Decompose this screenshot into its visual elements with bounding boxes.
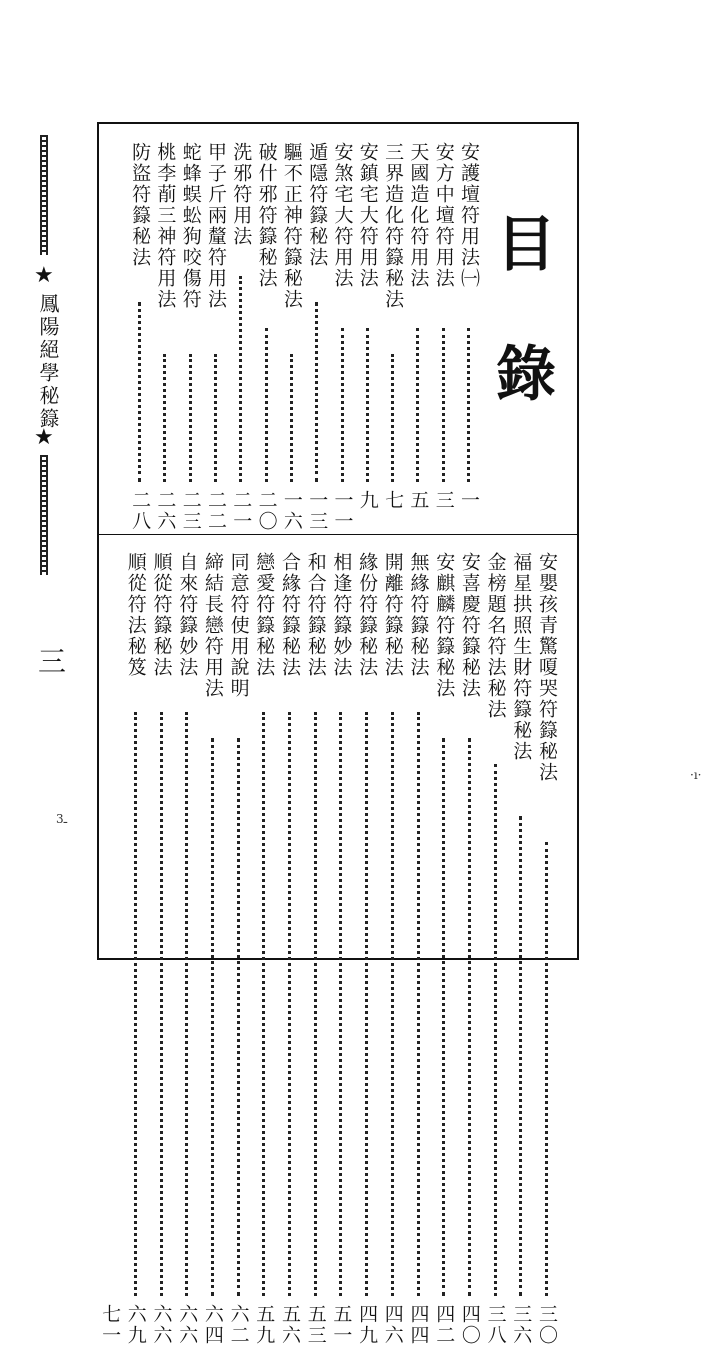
- toc-entry[interactable]: [98, 552, 122, 1346]
- toc-entry[interactable]: [432, 142, 456, 522]
- entry-page-number: 六六: [176, 1304, 199, 1346]
- toc-entry[interactable]: [458, 552, 482, 1346]
- entry-title: 緣份符籙秘法: [356, 552, 379, 678]
- entry-page-number: 三六: [510, 1304, 533, 1346]
- toc-frame: [97, 122, 579, 1346]
- entry-title: 締結長戀符用法: [201, 552, 224, 699]
- toc-entry[interactable]: [255, 142, 279, 532]
- toc-entry[interactable]: [535, 552, 559, 1346]
- decorative-rule-bottom: [40, 455, 48, 575]
- entry-page-number: 二二: [205, 490, 227, 532]
- entry-title: 安鎮宅大符用法: [356, 142, 379, 289]
- star-icon: ★: [34, 263, 54, 288]
- dot-leader: [262, 712, 269, 1296]
- dot-leader: [468, 738, 475, 1296]
- toc-entry[interactable]: [278, 552, 302, 1346]
- entry-page-number: 一三: [306, 490, 329, 532]
- entry-title: 自來符籙妙法: [176, 552, 199, 678]
- dot-leader: [160, 712, 167, 1296]
- toc-entry[interactable]: [179, 142, 203, 532]
- toc-entry[interactable]: [153, 142, 177, 532]
- dot-leader: [391, 354, 398, 482]
- dot-leader: [417, 712, 424, 1296]
- entry-page-number: 二八: [129, 490, 152, 532]
- toc-heading: 目錄: [486, 212, 556, 472]
- entry-page-number: 六二: [227, 1304, 250, 1346]
- entry-title: 三界造化符籙秘法: [382, 142, 405, 310]
- entry-page-number: 五: [407, 490, 430, 511]
- entry-title: 防盜符籙秘法: [129, 142, 152, 268]
- dot-leader: [366, 328, 373, 482]
- entry-page-number: 九: [356, 490, 379, 511]
- toc-entry[interactable]: [304, 552, 328, 1346]
- dot-leader: [494, 764, 501, 1296]
- toc-entry[interactable]: [227, 552, 251, 1346]
- toc-entry[interactable]: [457, 142, 481, 522]
- toc-entry[interactable]: [406, 142, 430, 522]
- dot-leader: [391, 712, 398, 1296]
- toc-entry[interactable]: [355, 552, 379, 1346]
- entry-page-number: 二三: [179, 490, 202, 532]
- entry-title: 安方中壇符用法: [432, 142, 455, 289]
- dot-leader: [189, 354, 196, 482]
- dot-leader: [138, 302, 145, 482]
- entry-title: 同意符使用說明: [227, 552, 250, 699]
- entry-page-number: 二一: [230, 490, 253, 532]
- toc-entry[interactable]: [124, 552, 148, 1346]
- dot-leader: [416, 328, 423, 482]
- entry-page-number: 七: [382, 490, 405, 511]
- dot-leader: [239, 276, 246, 482]
- entry-title: 順從符籙秘法: [150, 552, 173, 678]
- dot-leader: [314, 712, 321, 1296]
- entry-title: 安護壇符用法㈠: [458, 142, 480, 289]
- toc-entry[interactable]: [381, 552, 405, 1346]
- entry-page-number: 七一: [99, 1304, 122, 1346]
- entry-page-number: 四〇: [458, 1304, 481, 1346]
- dot-leader: [185, 712, 192, 1296]
- dot-leader: [341, 328, 348, 482]
- dot-leader: [442, 328, 449, 482]
- entry-page-number: 一六: [280, 490, 303, 532]
- entry-page-number: 六六: [150, 1304, 173, 1346]
- entry-page-number: 五九: [253, 1304, 276, 1346]
- toc-entry[interactable]: [229, 142, 253, 532]
- entry-title: 金榜題名符法秘法: [484, 552, 507, 720]
- entry-title: 蛇蜂蜈蚣狗咬傷符: [179, 142, 202, 310]
- entry-title: 安煞宅大符用法: [331, 142, 354, 289]
- toc-entry[interactable]: [128, 142, 152, 532]
- toc-entry[interactable]: [329, 552, 353, 1346]
- entry-title: 洗邪符用法: [230, 142, 253, 247]
- entry-page-number: 六九: [124, 1304, 147, 1346]
- toc-entry[interactable]: [252, 552, 276, 1346]
- star-icon: ★: [34, 425, 54, 450]
- toc-entry[interactable]: [150, 552, 174, 1346]
- entry-title: 遁隱符籙秘法: [306, 142, 329, 268]
- dot-leader: [442, 738, 449, 1296]
- dot-leader: [214, 354, 221, 482]
- dot-leader: [545, 842, 552, 1296]
- entry-title: 安嬰孩青驚嗄哭符籙秘法: [536, 552, 558, 783]
- entry-page-number: 三〇: [536, 1304, 558, 1346]
- entry-title: 安喜慶符籙秘法: [458, 552, 481, 699]
- dot-leader: [365, 712, 372, 1296]
- section-divider: [99, 534, 577, 535]
- entry-title: 和合符籙秘法: [304, 552, 327, 678]
- dot-leader: [288, 712, 295, 1296]
- entry-page-number: 二六: [154, 490, 177, 532]
- entry-title: 戀愛符籙秘法: [253, 552, 276, 678]
- entry-page-number: 四九: [356, 1304, 379, 1346]
- dot-leader: [290, 354, 297, 482]
- toc-entry[interactable]: [509, 552, 533, 1346]
- entry-title: 破什邪符籙秘法: [255, 142, 278, 289]
- toc-entry[interactable]: [356, 142, 380, 522]
- entry-page-number: 三八: [484, 1304, 507, 1346]
- dot-leader: [211, 738, 218, 1296]
- entry-page-number: 五六: [279, 1304, 301, 1346]
- entry-page-number: 三: [432, 490, 455, 511]
- toc-entry[interactable]: [484, 552, 508, 1346]
- entry-title: 甲子斤兩釐符用法: [205, 142, 227, 310]
- entry-title: 開離符籙秘法: [381, 552, 404, 678]
- toc-entry[interactable]: [432, 552, 456, 1346]
- entry-title: 福星拱照生財符籙秘法: [510, 552, 533, 762]
- toc-entry[interactable]: [331, 142, 355, 532]
- entry-page-number: 四四: [407, 1304, 430, 1346]
- toc-entry[interactable]: [201, 552, 225, 1346]
- entry-page-number: 一: [458, 490, 480, 511]
- entry-page-number: 四六: [381, 1304, 404, 1346]
- entry-page-number: 六四: [201, 1304, 224, 1346]
- entry-title: 驅不正神符籙秘法: [280, 142, 303, 310]
- entry-page-number: 一一: [331, 490, 354, 532]
- toc-entry[interactable]: [175, 552, 199, 1346]
- stray-mark: ـ3: [56, 812, 68, 826]
- entry-title: 天國造化符用法: [407, 142, 430, 289]
- entry-page-number: 五三: [304, 1304, 327, 1346]
- dot-leader: [315, 302, 322, 482]
- dot-leader: [339, 712, 346, 1296]
- toc-entry[interactable]: [204, 142, 228, 532]
- toc-entry[interactable]: [407, 552, 431, 1346]
- entry-title: 順從符法秘笈: [124, 552, 147, 678]
- toc-entry[interactable]: [305, 142, 329, 532]
- entry-title: 桃李萷三神符用法: [154, 142, 177, 310]
- toc-entry[interactable]: [280, 142, 304, 532]
- dot-leader: [467, 328, 474, 482]
- dot-leader: [519, 816, 526, 1296]
- entry-page-number: 四二: [433, 1304, 456, 1346]
- entry-page-number: 五一: [330, 1304, 353, 1346]
- decorative-rule-top: [40, 135, 48, 255]
- running-header: [30, 135, 66, 595]
- dot-leader: [134, 712, 141, 1296]
- entry-title: 合緣符籙秘法: [279, 552, 301, 678]
- dot-leader: [265, 328, 272, 482]
- entry-title: 相逢符籙妙法: [330, 552, 353, 678]
- toc-entry[interactable]: [381, 142, 405, 522]
- page-number: 三: [38, 645, 67, 678]
- entry-title: 無緣符籙秘法: [407, 552, 430, 678]
- dot-leader: [163, 354, 170, 482]
- entry-title: 安麒麟符籙秘法: [433, 552, 456, 699]
- dot-leader: [237, 738, 244, 1296]
- entry-page-number: 二〇: [255, 490, 278, 532]
- stray-mark: ·ı·: [690, 768, 702, 782]
- book-title: 鳳陽絕學秘籙: [36, 293, 60, 431]
